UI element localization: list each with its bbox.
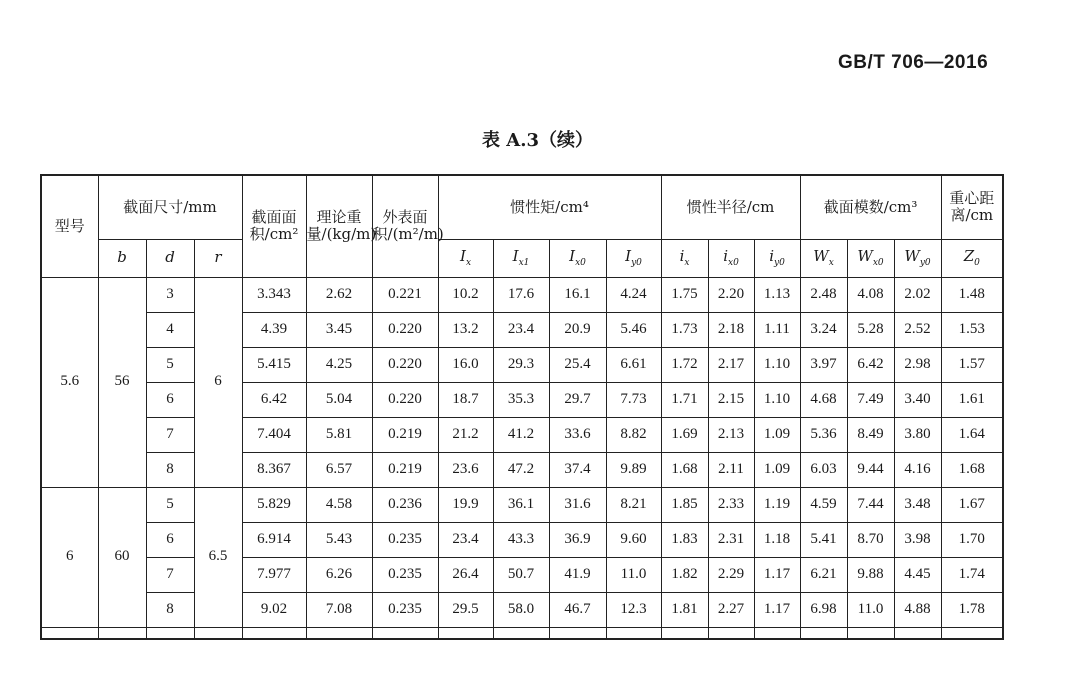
table-row <box>41 417 1003 452</box>
value-cell: 7.404 <box>242 417 306 452</box>
value-cell: 2.52 <box>894 312 941 347</box>
d-cell: 5 <box>146 487 194 522</box>
value-cell: 1.53 <box>941 312 1003 347</box>
value-cell: 1.09 <box>754 452 800 487</box>
angle-steel-table <box>40 174 1004 640</box>
sub-header-rx0: $i_{x0}$ <box>708 239 754 277</box>
value-cell: 16.0 <box>438 347 493 382</box>
value-cell: 5.04 <box>306 382 372 417</box>
empty-cell <box>493 627 549 639</box>
r-cell: 6 <box>194 277 242 487</box>
value-cell: 6.914 <box>242 522 306 557</box>
value-cell: 9.02 <box>242 592 306 627</box>
value-cell: 23.6 <box>438 452 493 487</box>
value-cell: 4.24 <box>606 277 661 312</box>
model-cell: 6 <box>41 487 98 627</box>
value-cell: 18.7 <box>438 382 493 417</box>
value-cell: 1.72 <box>661 347 708 382</box>
sub-header-ix: $I_x$ <box>438 239 493 277</box>
b-cell: 60 <box>98 487 146 627</box>
value-cell: 1.17 <box>754 592 800 627</box>
value-cell: 3.40 <box>894 382 941 417</box>
header-section-area: 截面面积/cm² <box>242 175 306 277</box>
empty-cell <box>800 627 847 639</box>
value-cell: 19.9 <box>438 487 493 522</box>
table-row <box>41 382 1003 417</box>
empty-cell <box>98 627 146 639</box>
d-cell: 3 <box>146 277 194 312</box>
value-cell: 5.81 <box>306 417 372 452</box>
value-cell: 1.19 <box>754 487 800 522</box>
value-cell: 5.415 <box>242 347 306 382</box>
d-cell: 6 <box>146 522 194 557</box>
value-cell: 1.78 <box>941 592 1003 627</box>
sub-header-r: r <box>194 239 242 277</box>
empty-cell <box>606 627 661 639</box>
value-cell: 3.48 <box>894 487 941 522</box>
value-cell: 2.33 <box>708 487 754 522</box>
d-cell: 5 <box>146 347 194 382</box>
value-cell: 17.6 <box>493 277 549 312</box>
value-cell: 0.220 <box>372 382 438 417</box>
value-cell: 1.69 <box>661 417 708 452</box>
value-cell: 11.0 <box>606 557 661 592</box>
value-cell: 2.20 <box>708 277 754 312</box>
value-cell: 29.5 <box>438 592 493 627</box>
value-cell: 0.219 <box>372 452 438 487</box>
empty-cell <box>894 627 941 639</box>
value-cell: 9.88 <box>847 557 894 592</box>
table-row <box>41 592 1003 627</box>
value-cell: 2.27 <box>708 592 754 627</box>
d-cell: 8 <box>146 592 194 627</box>
value-cell: 2.17 <box>708 347 754 382</box>
value-cell: 4.68 <box>800 382 847 417</box>
value-cell: 4.58 <box>306 487 372 522</box>
value-cell: 36.1 <box>493 487 549 522</box>
value-cell: 6.61 <box>606 347 661 382</box>
value-cell: 2.48 <box>800 277 847 312</box>
d-cell: 7 <box>146 417 194 452</box>
value-cell: 13.2 <box>438 312 493 347</box>
value-cell: 8.367 <box>242 452 306 487</box>
value-cell: 2.98 <box>894 347 941 382</box>
value-cell: 3.98 <box>894 522 941 557</box>
header-section-modulus: 截面模数/cm³ <box>800 175 941 239</box>
table-row <box>41 557 1003 592</box>
value-cell: 4.08 <box>847 277 894 312</box>
value-cell: 8.49 <box>847 417 894 452</box>
sub-header-wx0: $W_{x0}$ <box>847 239 894 277</box>
empty-cell <box>661 627 708 639</box>
value-cell: 5.43 <box>306 522 372 557</box>
value-cell: 12.3 <box>606 592 661 627</box>
value-cell: 0.235 <box>372 557 438 592</box>
sub-header-wy0: $W_{y0}$ <box>894 239 941 277</box>
value-cell: 1.10 <box>754 382 800 417</box>
value-cell: 1.85 <box>661 487 708 522</box>
value-cell: 0.236 <box>372 487 438 522</box>
value-cell: 5.829 <box>242 487 306 522</box>
value-cell: 46.7 <box>549 592 606 627</box>
value-cell: 20.9 <box>549 312 606 347</box>
value-cell: 5.41 <box>800 522 847 557</box>
sub-header-ix1: $I_{x1}$ <box>493 239 549 277</box>
value-cell: 6.03 <box>800 452 847 487</box>
value-cell: 47.2 <box>493 452 549 487</box>
value-cell: 5.36 <box>800 417 847 452</box>
b-cell: 56 <box>98 277 146 487</box>
value-cell: 1.13 <box>754 277 800 312</box>
d-cell: 8 <box>146 452 194 487</box>
value-cell: 6.42 <box>242 382 306 417</box>
value-cell: 35.3 <box>493 382 549 417</box>
value-cell: 23.4 <box>493 312 549 347</box>
value-cell: 4.16 <box>894 452 941 487</box>
value-cell: 4.25 <box>306 347 372 382</box>
value-cell: 29.7 <box>549 382 606 417</box>
value-cell: 31.6 <box>549 487 606 522</box>
value-cell: 1.48 <box>941 277 1003 312</box>
sub-header-iy0: $I_{y0}$ <box>606 239 661 277</box>
value-cell: 3.80 <box>894 417 941 452</box>
empty-cell <box>708 627 754 639</box>
value-cell: 7.44 <box>847 487 894 522</box>
value-cell: 3.24 <box>800 312 847 347</box>
value-cell: 0.220 <box>372 347 438 382</box>
table-row-cut <box>41 627 1003 639</box>
value-cell: 7.49 <box>847 382 894 417</box>
d-cell: 7 <box>146 557 194 592</box>
value-cell: 2.29 <box>708 557 754 592</box>
empty-cell <box>754 627 800 639</box>
value-cell: 1.71 <box>661 382 708 417</box>
value-cell: 3.45 <box>306 312 372 347</box>
value-cell: 1.82 <box>661 557 708 592</box>
empty-cell <box>549 627 606 639</box>
empty-cell <box>941 627 1003 639</box>
table-row <box>41 522 1003 557</box>
value-cell: 36.9 <box>549 522 606 557</box>
sub-header-ry0: $i_{y0}$ <box>754 239 800 277</box>
standard-code: GB/T 706—2016 <box>838 52 989 73</box>
value-cell: 6.42 <box>847 347 894 382</box>
value-cell: 9.89 <box>606 452 661 487</box>
value-cell: 26.4 <box>438 557 493 592</box>
header-model: 型号 <box>41 175 98 277</box>
value-cell: 1.70 <box>941 522 1003 557</box>
d-cell: 6 <box>146 382 194 417</box>
value-cell: 8.21 <box>606 487 661 522</box>
value-cell: 1.17 <box>754 557 800 592</box>
empty-cell <box>306 627 372 639</box>
value-cell: 0.220 <box>372 312 438 347</box>
value-cell: 25.4 <box>549 347 606 382</box>
value-cell: 0.221 <box>372 277 438 312</box>
value-cell: 29.3 <box>493 347 549 382</box>
model-cell: 5.6 <box>41 277 98 487</box>
value-cell: 0.235 <box>372 592 438 627</box>
value-cell: 21.2 <box>438 417 493 452</box>
value-cell: 8.70 <box>847 522 894 557</box>
header-outer-surface: 外表面积/(m²/m) <box>372 175 438 277</box>
table-row <box>41 312 1003 347</box>
table-body <box>41 277 1003 639</box>
value-cell: 1.75 <box>661 277 708 312</box>
empty-cell <box>146 627 194 639</box>
sub-header-rx: $i_x$ <box>661 239 708 277</box>
value-cell: 1.83 <box>661 522 708 557</box>
value-cell: 1.81 <box>661 592 708 627</box>
value-cell: 9.44 <box>847 452 894 487</box>
value-cell: 1.68 <box>661 452 708 487</box>
header-moment-inertia: 惯性矩/cm⁴ <box>438 175 661 239</box>
value-cell: 16.1 <box>549 277 606 312</box>
value-cell: 50.7 <box>493 557 549 592</box>
value-cell: 1.74 <box>941 557 1003 592</box>
value-cell: 11.0 <box>847 592 894 627</box>
value-cell: 43.3 <box>493 522 549 557</box>
sub-header-d: d <box>146 239 194 277</box>
value-cell: 2.15 <box>708 382 754 417</box>
value-cell: 7.977 <box>242 557 306 592</box>
value-cell: 3.343 <box>242 277 306 312</box>
value-cell: 33.6 <box>549 417 606 452</box>
empty-cell <box>41 627 98 639</box>
table-row <box>41 487 1003 522</box>
value-cell: 1.18 <box>754 522 800 557</box>
value-cell: 4.59 <box>800 487 847 522</box>
d-cell: 4 <box>146 312 194 347</box>
value-cell: 1.57 <box>941 347 1003 382</box>
sub-header-wx: $W_x$ <box>800 239 847 277</box>
value-cell: 1.10 <box>754 347 800 382</box>
table-row <box>41 277 1003 312</box>
value-cell: 41.2 <box>493 417 549 452</box>
header-centroid-distance: 重心距离/cm <box>941 175 1003 239</box>
value-cell: 7.08 <box>306 592 372 627</box>
value-cell: 0.219 <box>372 417 438 452</box>
value-cell: 10.2 <box>438 277 493 312</box>
value-cell: 9.60 <box>606 522 661 557</box>
r-cell: 6.5 <box>194 487 242 627</box>
value-cell: 7.73 <box>606 382 661 417</box>
sub-header-ix0: $I_{x0}$ <box>549 239 606 277</box>
header-section-size: 截面尺寸/mm <box>98 175 242 239</box>
empty-cell <box>194 627 242 639</box>
table-caption: 表 A.3（续） <box>481 130 594 151</box>
value-cell: 6.21 <box>800 557 847 592</box>
value-cell: 2.02 <box>894 277 941 312</box>
value-cell: 1.64 <box>941 417 1003 452</box>
sub-header-b: b <box>98 239 146 277</box>
value-cell: 1.11 <box>754 312 800 347</box>
table-row <box>41 347 1003 382</box>
value-cell: 3.97 <box>800 347 847 382</box>
value-cell: 5.46 <box>606 312 661 347</box>
value-cell: 6.98 <box>800 592 847 627</box>
value-cell: 58.0 <box>493 592 549 627</box>
value-cell: 23.4 <box>438 522 493 557</box>
value-cell: 2.31 <box>708 522 754 557</box>
table-row <box>41 452 1003 487</box>
value-cell: 6.57 <box>306 452 372 487</box>
value-cell: 1.09 <box>754 417 800 452</box>
value-cell: 4.39 <box>242 312 306 347</box>
value-cell: 6.26 <box>306 557 372 592</box>
value-cell: 37.4 <box>549 452 606 487</box>
value-cell: 0.235 <box>372 522 438 557</box>
value-cell: 2.62 <box>306 277 372 312</box>
empty-cell <box>242 627 306 639</box>
value-cell: 1.67 <box>941 487 1003 522</box>
value-cell: 1.68 <box>941 452 1003 487</box>
value-cell: 8.82 <box>606 417 661 452</box>
header-radius-gyration: 惯性半径/cm <box>661 175 800 239</box>
value-cell: 2.18 <box>708 312 754 347</box>
empty-cell <box>847 627 894 639</box>
value-cell: 5.28 <box>847 312 894 347</box>
header-theoretical-weight: 理论重量/(kg/m) <box>306 175 372 277</box>
value-cell: 1.61 <box>941 382 1003 417</box>
sub-header-z0: $Z_0$ <box>941 239 1003 277</box>
value-cell: 4.88 <box>894 592 941 627</box>
value-cell: 2.11 <box>708 452 754 487</box>
empty-cell <box>372 627 438 639</box>
value-cell: 41.9 <box>549 557 606 592</box>
value-cell: 2.13 <box>708 417 754 452</box>
value-cell: 1.73 <box>661 312 708 347</box>
value-cell: 4.45 <box>894 557 941 592</box>
empty-cell <box>438 627 493 639</box>
